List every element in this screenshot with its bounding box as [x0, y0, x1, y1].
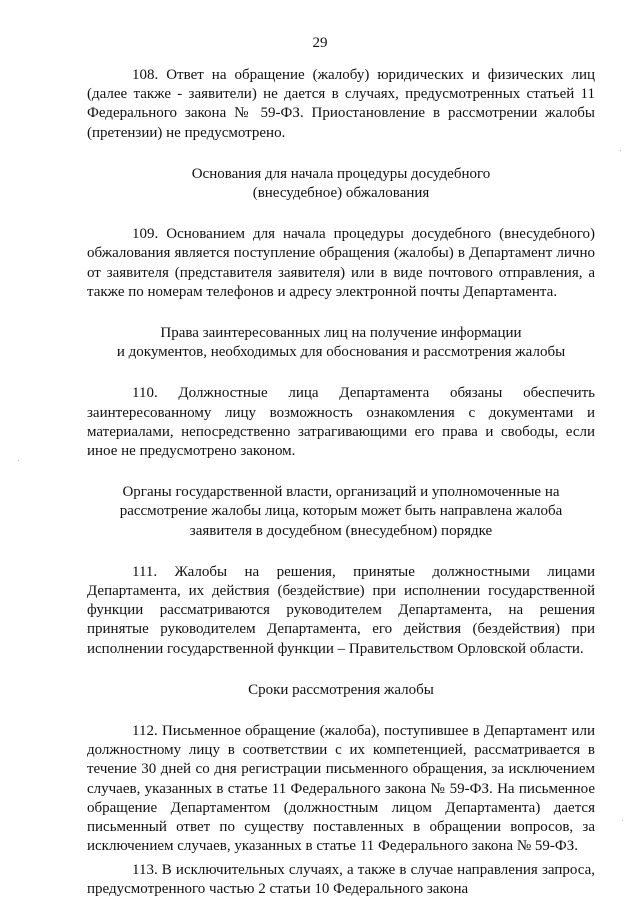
- paragraph-113: 113. В исключительных случаях, а также в случае направления запроса, предусмотренного частью 2 статьи 10 Федерального закона: [87, 861, 595, 897]
- page-number: 29: [312, 35, 328, 51]
- heading-line: заявителя в досудебном (внесудебном) порядке: [189, 522, 493, 539]
- scan-artifact: [18, 460, 19, 461]
- heading-line: Основания для начала процедуры досудебного: [191, 165, 491, 182]
- heading-line: рассмотрение жалобы лица, которым может быть направлена жалоба: [119, 503, 563, 520]
- document-body: [87, 66, 595, 899]
- heading-line: Сроки рассмотрения жалобы: [248, 681, 434, 698]
- paragraph-112: 112. Письменное обращение (жалоба), поступившее в Департамент или должностному лицу в соответствии с их компетенцией, рассматривается в течение 30 дней со дня регистрации письменного обращения, за исключением случаев, указанных в статье 11 Федерального закона № 59-ФЗ. На письменное обращение Департаментом (должностным лицом Департамента) дается письменный ответ по существу поставленных в обращении вопросов, за исключением случаев, указанных в статье 11 Федерального закона № 59-ФЗ.: [87, 723, 595, 855]
- heading-line: Права заинтересованных лиц на получение информации: [160, 325, 522, 342]
- scan-artifact: [620, 150, 621, 151]
- section-heading-information-rights: [87, 324, 595, 362]
- paragraph-110: 110. Должностные лица Департамента обязаны обеспечить заинтересованному лицу возможность ознакомления с документами и материалами, непосредственно затрагивающими его права и свободы, если иное не предусмотрено законом.: [87, 385, 595, 460]
- section-heading-review-terms: [87, 681, 595, 700]
- scan-artifact: [622, 820, 623, 821]
- section-heading-authorized-bodies: [87, 483, 595, 541]
- paragraph-111: 111. Жалобы на решения, принятые должностными лицами Департамента, их действия (бездействие) при исполнении государственной функции рассматриваются руководителем Департамента, на решения принятые руководителем Департамента, его действия (бездействия) при исполнении государственной функции – Правительством Орловской области.: [87, 563, 595, 657]
- heading-line: (внесудебное) обжалования: [252, 185, 430, 202]
- paragraph-108: 108. Ответ на обращение (жалобу) юридических и физических лиц (далее также - заявители) не дается в случаях, предусмотренных статьей 11 Федерального закона № 59-ФЗ. Приостановление в рассмотрении жалобы (претензии) не предусмотрено.: [87, 67, 595, 141]
- heading-line: Органы государственной власти, организаций и уполномоченные на: [122, 484, 560, 501]
- heading-line: и документов, необходимых для обоснования и рассмотрения жалобы: [116, 344, 566, 361]
- paragraph-109: 109. Основанием для начала процедуры досудебного (внесудебного) обжалования является поступление обращения (жалобы) в Департамент лично от заявителя (представителя заявителя) или в виде почтового отправления, а также по номерам телефонов и адресу электронной почты Департамента.: [87, 226, 595, 300]
- section-heading-appeal-grounds: [87, 165, 595, 203]
